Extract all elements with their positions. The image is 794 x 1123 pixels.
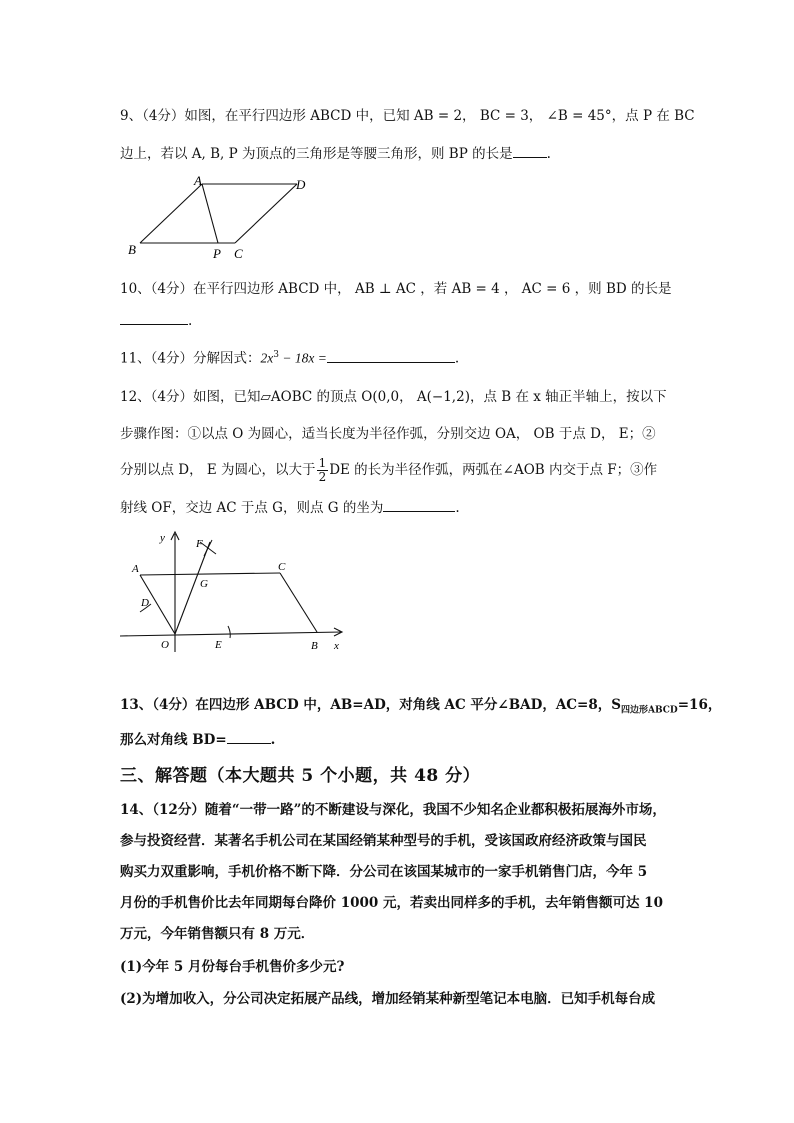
q13-line-2-text: 那么对角线 BD=	[120, 732, 227, 748]
q14-line-4: 月份的手机售价比去年同期每台降价 1000 元，若卖出同样多的手机，去年销售额可达 10	[120, 895, 663, 911]
q12-line-3-pre: 分别以点 D， E 为圆心，以大于	[120, 462, 316, 478]
q10-answer-blank	[120, 310, 188, 325]
q12-label-c: C	[278, 561, 286, 573]
q12-line-3	[120, 457, 657, 484]
q12-label-b: B	[311, 640, 318, 652]
q9-label-p: P	[213, 246, 221, 261]
q9-line-2-text: 边上，若以 A, B, P 为顶点的三角形是等腰三角形，则 BP 的长是	[120, 146, 513, 162]
q12-label-y: y	[160, 532, 165, 544]
q12-label-f: F	[196, 538, 203, 550]
q12-frac-num: 1	[318, 456, 327, 470]
q13-sub: 四边形ABCD	[621, 705, 678, 716]
q14-subquestion-1: (1)今年 5 月份每台手机售价多少元?	[120, 959, 345, 975]
q11-end: .	[454, 350, 460, 367]
q11-prefix: 11、（4分）分解因式：	[120, 350, 261, 367]
section-3-title: 三、解答题（本大题共 5 个小题，共 48 分）	[120, 766, 481, 786]
q12-line-3-post: DE 的长为半径作弧，两弧在∠AOB 内交于点 F；③作	[329, 462, 658, 478]
q12-label-a: A	[132, 563, 139, 575]
q13-answer-blank	[227, 729, 271, 744]
q10-line-2	[120, 310, 192, 331]
q12-line-2: 步骤作图：①以点 O 为圆心，适当长度为半径作弧，分别交边 OA， OB 于点 D， E；②	[120, 426, 656, 442]
q12-label-d: D	[141, 597, 149, 609]
q11-sup: 3	[273, 350, 280, 360]
q13-end: .	[270, 732, 276, 748]
q13-line-1-pre: 13、（4分）在四边形 ABCD 中，AB=AD，对角线 AC 平分∠BAD，AC=8，S	[120, 697, 621, 713]
q14-subquestion-2: (2)为增加收入，分公司决定拓展产品线，增加经销某种新型笔记本电脑．已知手机每台成	[120, 991, 656, 1007]
q12-answer-blank	[383, 497, 455, 512]
q9-label-d: D	[296, 177, 306, 192]
q9-parallelogram-figure	[120, 172, 320, 264]
q13-line-1	[120, 695, 721, 721]
q11-line	[120, 345, 459, 369]
q14-line-3: 购买力双重影响，手机价格不断下降．分公司在该国某城市的一家手机销售门店，今年 5	[120, 864, 648, 880]
q14-line-2: 参与投资经营．某著名手机公司在某国经销某种型号的手机，受该国政府经济政策与国民	[120, 833, 647, 849]
q9-label-b: B	[128, 242, 136, 257]
q12-end: .	[455, 500, 460, 516]
q12-frac-den: 2	[318, 470, 327, 484]
q13-line-2	[120, 729, 275, 750]
q9-line-1: 9、（4分）如图，在平行四边形 ABCD 中，已知 AB = 2， BC = 3， ∠B = 45°，点 P 在 BC	[120, 108, 695, 124]
q9-label-c: C	[234, 246, 243, 261]
q12-label-o: O	[161, 639, 169, 651]
q9-line-2	[120, 143, 551, 164]
q12-line-4	[120, 497, 460, 518]
q11-expr-b: − 18x =	[279, 350, 327, 366]
q12-label-x: x	[334, 640, 339, 652]
q10-line-1: 10、（4分）在平行四边形 ABCD 中， AB ⊥ AC ，若 AB = 4 ， AC = 6 ，则 BD 的长是	[120, 281, 672, 297]
q10-end: .	[188, 313, 193, 329]
q12-coordinate-figure	[118, 528, 348, 658]
q12-label-e: E	[215, 639, 222, 651]
q12-fraction	[317, 457, 329, 484]
q12-line-1: 12、（4分）如图，已知▱AOBC 的顶点 O(0,0， A(−1,2)，点 B 在 x 轴正半轴上，按以下	[120, 389, 667, 405]
q11-expr-a: 2x	[260, 350, 274, 366]
q12-label-g: G	[200, 578, 208, 590]
q14-line-1: 14、（12分）随着“一带一路”的不断建设与深化，我国不少知名企业都积极拓展海外市场，	[120, 802, 666, 818]
q9-answer-blank	[513, 143, 547, 158]
q9-label-a: A	[194, 173, 202, 188]
q13-line-1-post: =16，	[677, 697, 722, 713]
q12-line-4-text: 射线 OF，交边 AC 于点 G，则点 G 的坐为	[120, 500, 384, 516]
q14-line-5: 万元，今年销售额只有 8 万元．	[120, 926, 315, 942]
q9-end: .	[546, 146, 551, 162]
q11-answer-blank	[327, 348, 455, 363]
